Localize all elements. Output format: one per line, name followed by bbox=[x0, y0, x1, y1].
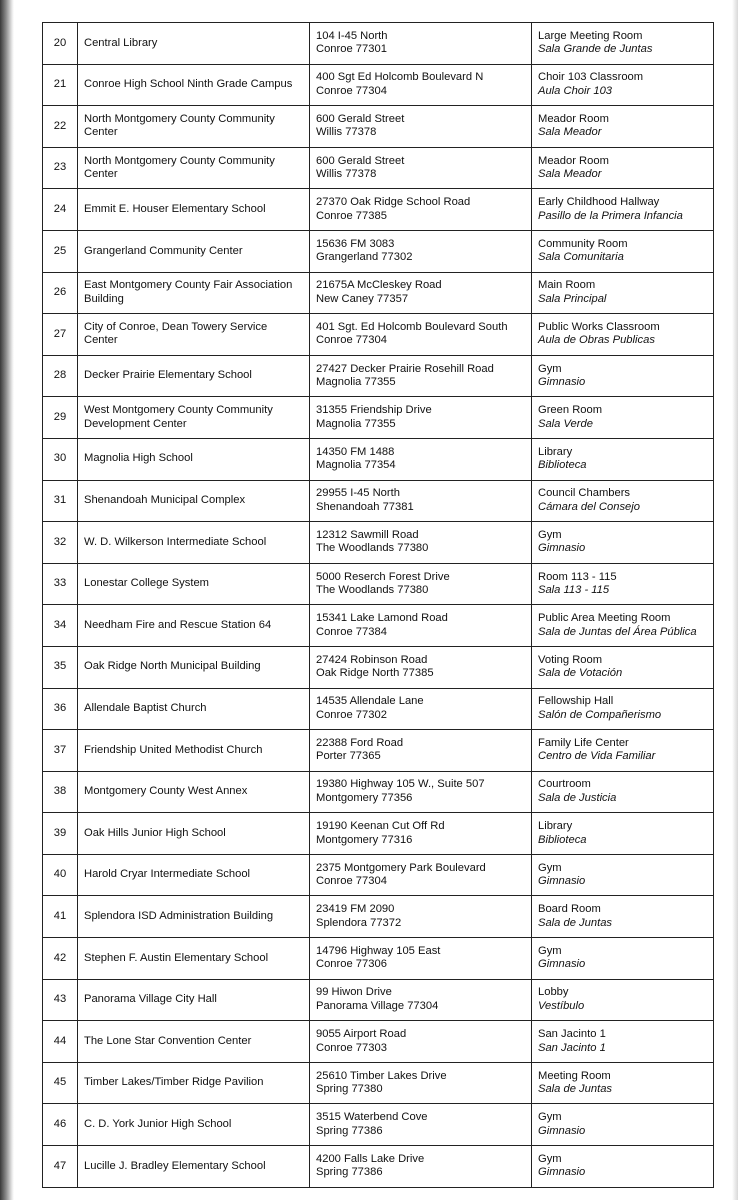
address-city-zip: Conroe 77303 bbox=[316, 1041, 387, 1054]
room-name-spanish: Biblioteca bbox=[538, 459, 587, 472]
location-address bbox=[310, 979, 532, 1021]
location-name: Splendora ISD Administration Building bbox=[78, 896, 310, 938]
location-name: Stephen F. Austin Elementary School bbox=[78, 938, 310, 980]
room-name-english: Early Childhood Hallway bbox=[538, 196, 660, 209]
address-city-zip: Conroe 77306 bbox=[316, 958, 387, 971]
room-name-spanish: Sala Grande de Juntas bbox=[538, 43, 653, 56]
location-name: Lucille J. Bradley Elementary School bbox=[78, 1146, 310, 1188]
location-address bbox=[310, 355, 532, 397]
location-address bbox=[310, 896, 532, 938]
location-address bbox=[310, 1062, 532, 1104]
location-name: W. D. Wilkerson Intermediate School bbox=[78, 522, 310, 564]
table-row bbox=[43, 730, 714, 772]
address-street: 600 Gerald Street bbox=[316, 154, 405, 167]
address-city-zip: Shenandoah 77381 bbox=[316, 500, 414, 513]
room-name-english: Large Meeting Room bbox=[538, 29, 643, 42]
room-name-english: Gym bbox=[538, 362, 562, 375]
table-row bbox=[43, 314, 714, 356]
address-street: 27427 Decker Prairie Rosehill Road bbox=[316, 362, 494, 375]
room-name-english: Library bbox=[538, 445, 573, 458]
voting-room bbox=[532, 522, 714, 564]
room-name-spanish: Gimnasio bbox=[538, 376, 586, 389]
address-street: 9055 Airport Road bbox=[316, 1028, 407, 1041]
location-number: 20 bbox=[43, 23, 78, 65]
table-row bbox=[43, 480, 714, 522]
location-address bbox=[310, 563, 532, 605]
location-name: Timber Lakes/Timber Ridge Pavilion bbox=[78, 1062, 310, 1104]
location-address bbox=[310, 106, 532, 148]
room-name-english: Gym bbox=[538, 861, 562, 874]
location-address bbox=[310, 605, 532, 647]
table-row bbox=[43, 438, 714, 480]
address-street: 27370 Oak Ridge School Road bbox=[316, 196, 471, 209]
voting-room bbox=[532, 1146, 714, 1188]
location-name: North Montgomery County Community Center bbox=[78, 147, 310, 189]
location-number: 34 bbox=[43, 605, 78, 647]
room-name-spanish: Sala Meador bbox=[538, 168, 602, 181]
location-name: North Montgomery County Community Center bbox=[78, 106, 310, 148]
room-name-english: Meador Room bbox=[538, 112, 609, 125]
location-address bbox=[310, 1104, 532, 1146]
voting-room bbox=[532, 397, 714, 439]
location-address bbox=[310, 438, 532, 480]
address-street: 2375 Montgomery Park Boulevard bbox=[316, 861, 486, 874]
location-number: 44 bbox=[43, 1021, 78, 1063]
address-city-zip: Porter 77365 bbox=[316, 750, 381, 763]
voting-room bbox=[532, 771, 714, 813]
address-street: 31355 Friendship Drive bbox=[316, 404, 432, 417]
voting-room bbox=[532, 272, 714, 314]
voting-room bbox=[532, 147, 714, 189]
address-street: 401 Sgt. Ed Holcomb Boulevard South bbox=[316, 320, 508, 333]
room-name-english: Gym bbox=[538, 1111, 562, 1124]
voting-room bbox=[532, 1021, 714, 1063]
room-name-spanish: Sala 113 - 115 bbox=[538, 584, 610, 597]
location-number: 33 bbox=[43, 563, 78, 605]
voting-room bbox=[532, 314, 714, 356]
location-address bbox=[310, 1021, 532, 1063]
location-number: 21 bbox=[43, 64, 78, 106]
room-name-english: Gym bbox=[538, 528, 562, 541]
voting-room bbox=[532, 646, 714, 688]
voting-room bbox=[532, 854, 714, 896]
room-name-english: Public Area Meeting Room bbox=[538, 612, 671, 625]
page-shadow-right bbox=[732, 0, 738, 1200]
address-city-zip: Conroe 77301 bbox=[316, 43, 387, 56]
room-name-spanish: Sala de Juntas bbox=[538, 916, 613, 929]
address-street: 21675A McCleskey Road bbox=[316, 279, 442, 292]
address-city-zip: Willis 77378 bbox=[316, 126, 377, 139]
room-name-english: Courtroom bbox=[538, 778, 591, 791]
location-name: Lonestar College System bbox=[78, 563, 310, 605]
room-name-english: Main Room bbox=[538, 279, 596, 292]
location-name: C. D. York Junior High School bbox=[78, 1104, 310, 1146]
room-name-english: Room 113 - 115 bbox=[538, 570, 617, 583]
location-number: 26 bbox=[43, 272, 78, 314]
voting-room bbox=[532, 438, 714, 480]
voting-room bbox=[532, 896, 714, 938]
table-row bbox=[43, 522, 714, 564]
address-street: 15636 FM 3083 bbox=[316, 237, 395, 250]
location-address bbox=[310, 646, 532, 688]
address-street: 600 Gerald Street bbox=[316, 112, 405, 125]
location-name: Friendship United Methodist Church bbox=[78, 730, 310, 772]
location-number: 36 bbox=[43, 688, 78, 730]
table-row bbox=[43, 397, 714, 439]
room-name-spanish: San Jacinto 1 bbox=[538, 1041, 606, 1054]
table-row bbox=[43, 106, 714, 148]
voting-room bbox=[532, 230, 714, 272]
voting-room bbox=[532, 480, 714, 522]
location-number: 40 bbox=[43, 854, 78, 896]
location-address bbox=[310, 480, 532, 522]
room-name-spanish: Sala de Votación bbox=[538, 667, 623, 680]
location-name: Emmit E. Houser Elementary School bbox=[78, 189, 310, 231]
room-name-english: Public Works Classroom bbox=[538, 320, 660, 333]
address-city-zip: The Woodlands 77380 bbox=[316, 542, 429, 555]
table-row bbox=[43, 688, 714, 730]
room-name-english: Council Chambers bbox=[538, 487, 631, 500]
location-address bbox=[310, 771, 532, 813]
location-number: 22 bbox=[43, 106, 78, 148]
address-city-zip: Conroe 77304 bbox=[316, 84, 387, 97]
location-number: 32 bbox=[43, 522, 78, 564]
room-name-spanish: Pasillo de la Primera Infancia bbox=[538, 209, 683, 222]
address-city-zip: Grangerland 77302 bbox=[316, 251, 413, 264]
voting-room bbox=[532, 1062, 714, 1104]
room-name-spanish: Gimnasio bbox=[538, 875, 586, 888]
location-address bbox=[310, 64, 532, 106]
room-name-spanish: Gimnasio bbox=[538, 1124, 586, 1137]
location-number: 41 bbox=[43, 896, 78, 938]
location-number: 35 bbox=[43, 646, 78, 688]
table-row bbox=[43, 813, 714, 855]
location-number: 46 bbox=[43, 1104, 78, 1146]
location-name: Magnolia High School bbox=[78, 438, 310, 480]
address-street: 29955 I-45 North bbox=[316, 487, 400, 500]
location-number: 47 bbox=[43, 1146, 78, 1188]
room-name-spanish: Gimnasio bbox=[538, 958, 586, 971]
location-name: Shenandoah Municipal Complex bbox=[78, 480, 310, 522]
table-row bbox=[43, 23, 714, 65]
voting-room bbox=[532, 813, 714, 855]
room-name-english: Gym bbox=[538, 944, 562, 957]
room-name-spanish: Cámara del Consejo bbox=[538, 500, 640, 513]
location-address bbox=[310, 688, 532, 730]
table-row bbox=[43, 355, 714, 397]
location-address bbox=[310, 1146, 532, 1188]
voting-room bbox=[532, 355, 714, 397]
room-name-spanish: Aula Choir 103 bbox=[538, 84, 613, 97]
room-name-spanish: Biblioteca bbox=[538, 833, 587, 846]
table-row bbox=[43, 646, 714, 688]
room-name-spanish: Gimnasio bbox=[538, 1166, 586, 1179]
voting-room bbox=[532, 106, 714, 148]
location-name: Central Library bbox=[78, 23, 310, 65]
address-city-zip: Spring 77380 bbox=[316, 1083, 383, 1096]
location-number: 23 bbox=[43, 147, 78, 189]
voting-room bbox=[532, 979, 714, 1021]
location-address bbox=[310, 397, 532, 439]
table-row bbox=[43, 938, 714, 980]
address-street: 5000 Reserch Forest Drive bbox=[316, 570, 450, 583]
address-city-zip: The Woodlands 77380 bbox=[316, 584, 429, 597]
table-row bbox=[43, 854, 714, 896]
location-name: Decker Prairie Elementary School bbox=[78, 355, 310, 397]
location-number: 29 bbox=[43, 397, 78, 439]
address-city-zip: Magnolia 77355 bbox=[316, 417, 396, 430]
location-address bbox=[310, 314, 532, 356]
room-name-spanish: Vestíbulo bbox=[538, 999, 585, 1012]
address-city-zip: Spring 77386 bbox=[316, 1166, 383, 1179]
location-address bbox=[310, 730, 532, 772]
location-name: Panorama Village City Hall bbox=[78, 979, 310, 1021]
location-name: Oak Hills Junior High School bbox=[78, 813, 310, 855]
location-name: Montgomery County West Annex bbox=[78, 771, 310, 813]
room-name-spanish: Aula de Obras Publicas bbox=[538, 334, 655, 347]
room-name-spanish: Sala de Justicia bbox=[538, 791, 617, 804]
address-street: 4200 Falls Lake Drive bbox=[316, 1152, 425, 1165]
location-number: 27 bbox=[43, 314, 78, 356]
address-city-zip: Conroe 77304 bbox=[316, 334, 387, 347]
table-row bbox=[43, 1021, 714, 1063]
location-address bbox=[310, 813, 532, 855]
location-number: 45 bbox=[43, 1062, 78, 1104]
table-row bbox=[43, 1146, 714, 1188]
table-row bbox=[43, 979, 714, 1021]
table-row bbox=[43, 1104, 714, 1146]
location-name: Allendale Baptist Church bbox=[78, 688, 310, 730]
room-name-spanish: Centro de Vida Familiar bbox=[538, 750, 656, 763]
table-row bbox=[43, 147, 714, 189]
address-street: 27424 Robinson Road bbox=[316, 653, 428, 666]
address-street: 3515 Waterbend Cove bbox=[316, 1111, 428, 1124]
address-street: 99 Hiwon Drive bbox=[316, 986, 392, 999]
address-city-zip: Panorama Village 77304 bbox=[316, 999, 439, 1012]
location-address bbox=[310, 189, 532, 231]
address-street: 25610 Timber Lakes Drive bbox=[316, 1069, 447, 1082]
voting-room bbox=[532, 189, 714, 231]
location-name: The Lone Star Convention Center bbox=[78, 1021, 310, 1063]
table-row bbox=[43, 896, 714, 938]
location-number: 42 bbox=[43, 938, 78, 980]
polling-locations-table bbox=[42, 22, 714, 1188]
room-name-spanish: Sala Verde bbox=[538, 417, 593, 430]
address-street: 14350 FM 1488 bbox=[316, 445, 395, 458]
location-name: West Montgomery County Community Development Center bbox=[78, 397, 310, 439]
room-name-english: Meador Room bbox=[538, 154, 609, 167]
room-name-english: Meeting Room bbox=[538, 1069, 611, 1082]
location-number: 24 bbox=[43, 189, 78, 231]
table-row bbox=[43, 189, 714, 231]
location-address bbox=[310, 23, 532, 65]
address-street: 19190 Keenan Cut Off Rd bbox=[316, 820, 445, 833]
address-street: 14796 Highway 105 East bbox=[316, 944, 441, 957]
room-name-english: Green Room bbox=[538, 404, 603, 417]
table-row bbox=[43, 563, 714, 605]
location-address bbox=[310, 147, 532, 189]
location-number: 37 bbox=[43, 730, 78, 772]
room-name-english: San Jacinto 1 bbox=[538, 1028, 606, 1041]
location-address bbox=[310, 272, 532, 314]
table-row bbox=[43, 605, 714, 647]
location-address bbox=[310, 854, 532, 896]
room-name-english: Fellowship Hall bbox=[538, 695, 614, 708]
location-address bbox=[310, 522, 532, 564]
room-name-english: Lobby bbox=[538, 986, 569, 999]
address-city-zip: Magnolia 77354 bbox=[316, 459, 396, 472]
address-street: 15341 Lake Lamond Road bbox=[316, 612, 448, 625]
voting-room bbox=[532, 23, 714, 65]
address-street: 19380 Highway 105 W., Suite 507 bbox=[316, 778, 485, 791]
room-name-english: Voting Room bbox=[538, 653, 603, 666]
location-name: Harold Cryar Intermediate School bbox=[78, 854, 310, 896]
location-name: Oak Ridge North Municipal Building bbox=[78, 646, 310, 688]
location-number: 28 bbox=[43, 355, 78, 397]
address-street: 22388 Ford Road bbox=[316, 736, 404, 749]
address-street: 14535 Allendale Lane bbox=[316, 695, 424, 708]
location-number: 25 bbox=[43, 230, 78, 272]
address-city-zip: New Caney 77357 bbox=[316, 292, 409, 305]
room-name-english: Gym bbox=[538, 1152, 562, 1165]
room-name-spanish: Salón de Compañerismo bbox=[538, 708, 662, 721]
room-name-spanish: Sala Principal bbox=[538, 292, 607, 305]
address-city-zip: Willis 77378 bbox=[316, 168, 377, 181]
table-body bbox=[43, 23, 714, 1188]
page-shadow-left bbox=[0, 0, 14, 1200]
room-name-english: Board Room bbox=[538, 903, 601, 916]
voting-room bbox=[532, 1104, 714, 1146]
location-name: Conroe High School Ninth Grade Campus bbox=[78, 64, 310, 106]
room-name-english: Choir 103 Classroom bbox=[538, 71, 644, 84]
voting-room bbox=[532, 730, 714, 772]
room-name-spanish: Sala Comunitaria bbox=[538, 251, 624, 264]
address-city-zip: Montgomery 77356 bbox=[316, 791, 413, 804]
table-row bbox=[43, 64, 714, 106]
address-street: 104 I-45 North bbox=[316, 29, 388, 42]
location-number: 43 bbox=[43, 979, 78, 1021]
location-name: City of Conroe, Dean Towery Service Center bbox=[78, 314, 310, 356]
table-row bbox=[43, 272, 714, 314]
location-number: 31 bbox=[43, 480, 78, 522]
address-city-zip: Conroe 77302 bbox=[316, 708, 387, 721]
room-name-english: Family Life Center bbox=[538, 736, 629, 749]
table-row bbox=[43, 230, 714, 272]
address-city-zip: Conroe 77304 bbox=[316, 875, 387, 888]
voting-room bbox=[532, 688, 714, 730]
room-name-spanish: Sala de Juntas bbox=[538, 1083, 613, 1096]
address-street: 12312 Sawmill Road bbox=[316, 528, 419, 541]
location-address bbox=[310, 938, 532, 980]
address-street: 23419 FM 2090 bbox=[316, 903, 395, 916]
location-address bbox=[310, 230, 532, 272]
location-number: 39 bbox=[43, 813, 78, 855]
table-row bbox=[43, 771, 714, 813]
voting-room bbox=[532, 938, 714, 980]
location-number: 30 bbox=[43, 438, 78, 480]
address-city-zip: Oak Ridge North 77385 bbox=[316, 667, 434, 680]
address-city-zip: Splendora 77372 bbox=[316, 916, 402, 929]
room-name-spanish: Sala Meador bbox=[538, 126, 602, 139]
address-city-zip: Spring 77386 bbox=[316, 1124, 383, 1137]
table-row bbox=[43, 1062, 714, 1104]
location-name: Needham Fire and Rescue Station 64 bbox=[78, 605, 310, 647]
location-number: 38 bbox=[43, 771, 78, 813]
location-name: Grangerland Community Center bbox=[78, 230, 310, 272]
room-name-spanish: Sala de Juntas del Área Pública bbox=[538, 625, 697, 638]
address-city-zip: Conroe 77384 bbox=[316, 625, 387, 638]
address-city-zip: Montgomery 77316 bbox=[316, 833, 413, 846]
voting-room bbox=[532, 563, 714, 605]
voting-room bbox=[532, 605, 714, 647]
address-city-zip: Conroe 77385 bbox=[316, 209, 387, 222]
room-name-english: Library bbox=[538, 820, 573, 833]
location-name: East Montgomery County Fair Association Building bbox=[78, 272, 310, 314]
voting-room bbox=[532, 64, 714, 106]
room-name-english: Community Room bbox=[538, 237, 628, 250]
room-name-spanish: Gimnasio bbox=[538, 542, 586, 555]
address-city-zip: Magnolia 77355 bbox=[316, 376, 396, 389]
address-street: 400 Sgt Ed Holcomb Boulevard N bbox=[316, 71, 484, 84]
